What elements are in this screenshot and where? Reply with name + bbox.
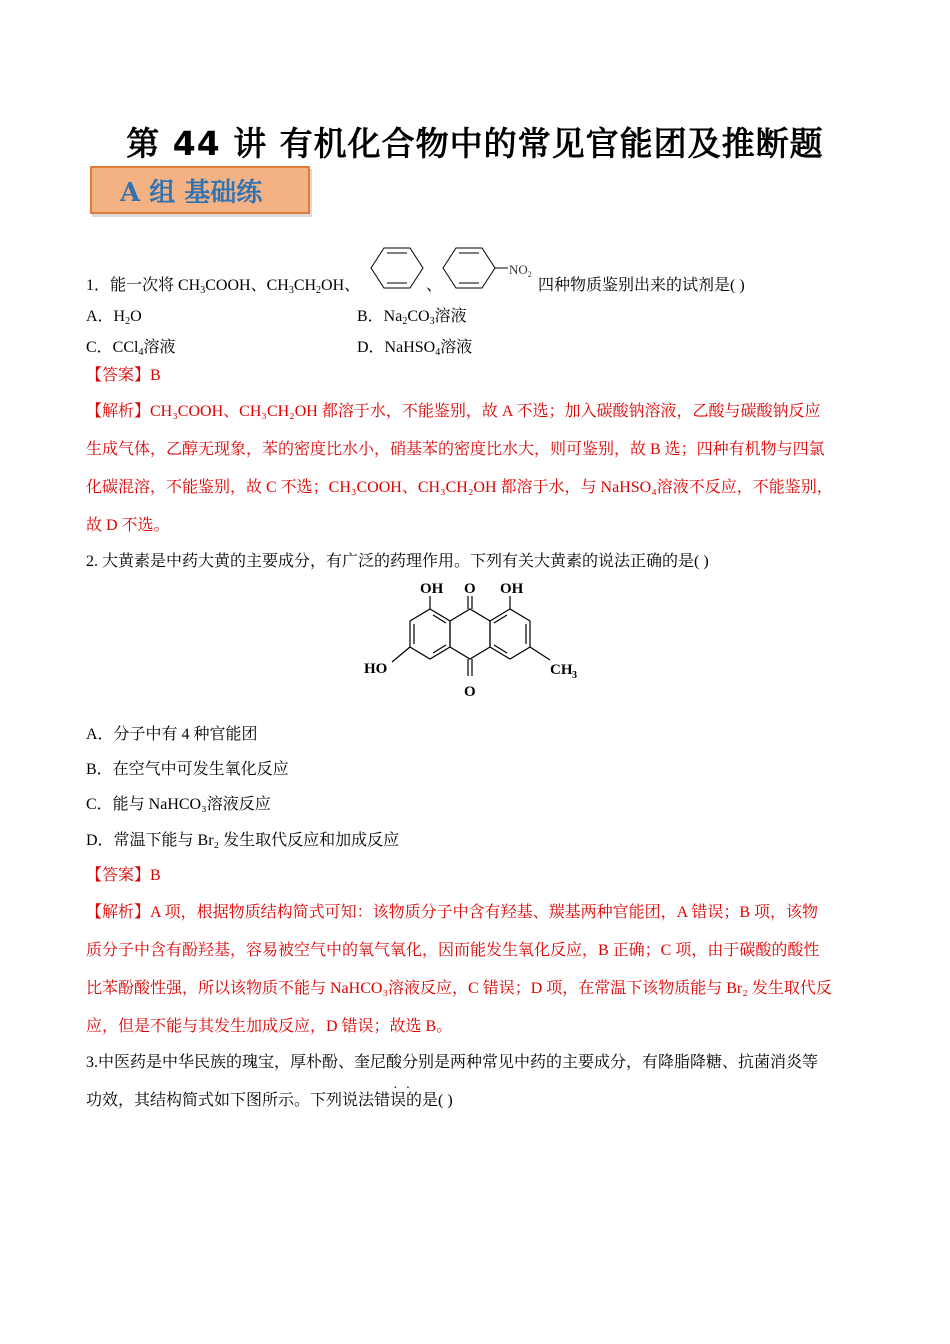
question-2-stem: 2. 大黄素是中药大黄的主要成分，有广泛的药理作用。下列有关大黄素的说法正确的是( ) <box>86 553 709 570</box>
q2-explanation-line-4: 应，但是不能与其发生加成反应，D 错误；故选 B。 <box>86 1018 453 1035</box>
question-3-stem-line-1: 3.中医药是中华民族的瑰宝，厚朴酚、奎尼酸分别是两种常见中药的主要成分，有降脂降糖、抗菌消炎等 <box>86 1054 819 1071</box>
q1-explanation-line-1: 【解析】CH₃COOH、CH₃CH₂OH 都溶于水，不能鉴别，故 A 不选；加入碳酸钠溶液，乙酸与碳酸钠反应 <box>86 403 821 420</box>
q2-option-c: C．能与 NaHCO₃溶液反应 <box>86 796 271 813</box>
q2-explanation-line-1: 【解析】A 项，根据物质结构简式可知：该物质分子中含有羟基、羰基两种官能团，A 错误；B 项，该物 <box>86 904 819 921</box>
q2-option-b: B．在空气中可发生氧化反应 <box>86 761 289 778</box>
q1-option-a: A．$H_2O$ <box>86 308 142 327</box>
q1-explanation-line-3: 化碳混溶，不能鉴别，故 C 不选；CH₃COOH、CH₃CH₂OH 都溶于水，与 NaHSO₄溶液不反应，不能鉴别， <box>86 479 833 496</box>
emodin-structure <box>360 578 600 708</box>
q1-option-c: C．CCl$_4$溶液 <box>86 339 176 358</box>
mol-ch3: CH <box>550 662 573 678</box>
q2-explanation-line-2: 质分子中含有酚羟基，容易被空气中的氧气氧化，因而能发生氧化反应，B 正确；C 项，由于碳酸的酸性 <box>86 942 820 959</box>
page-title: 第 44 讲 有机化合物中的常见官能团及推断题 <box>126 124 824 163</box>
question-1-stem-end: 四种物质鉴别出来的试剂是( ) <box>538 277 745 294</box>
mol-o-top: O <box>464 581 476 597</box>
q1-option-d: D．NaHSO$_4$溶液 <box>357 339 473 358</box>
separator-comma: 、 <box>426 277 443 294</box>
q1-explanation-line-4: 故 D 不选。 <box>86 517 170 534</box>
group-banner <box>90 166 310 214</box>
question-1-stem: 1．能一次将 $CH_3COOH$、$CH_3CH_2OH$、 <box>86 277 361 296</box>
nitro-group-label: $NO_2$ <box>509 262 532 279</box>
q2-answer: 【答案】B <box>86 867 161 884</box>
q2-option-d: D．常温下能与 Br₂ 发生取代反应和加成反应 <box>86 832 400 849</box>
q2-explanation-line-3: 比苯酚酸性强，所以该物质不能与 NaHCO₃溶液反应，C 错误；D 项，在常温下该物质能与 Br₂ 发生取代反 <box>86 980 832 997</box>
q2-option-a: A．分子中有 4 种官能团 <box>86 726 258 743</box>
mol-ho: HO <box>364 661 388 677</box>
mol-oh-1: OH <box>420 581 444 597</box>
benzene-structure <box>368 244 426 292</box>
mol-oh-2: OH <box>500 581 524 597</box>
q1-option-b: B．$Na_2CO_3$溶液 <box>357 308 467 327</box>
question-3-stem-line-2: 功效，其结构简式如下图所示。下列说法错误的是( ) <box>86 1092 453 1109</box>
mol-ch3-sub: 3 <box>572 670 577 681</box>
mol-o-bottom: O <box>464 684 476 700</box>
q1-explanation-line-2: 生成气体，乙醇无现象，苯的密度比水小，硝基苯的密度比水大，则可鉴别，故 B 选；四种有机物与四氯 <box>86 441 825 458</box>
group-label: A 组 基础练 <box>120 178 263 208</box>
q1-answer: 【答案】B <box>86 367 161 384</box>
emphasis-dots: ·· <box>393 1081 419 1096</box>
